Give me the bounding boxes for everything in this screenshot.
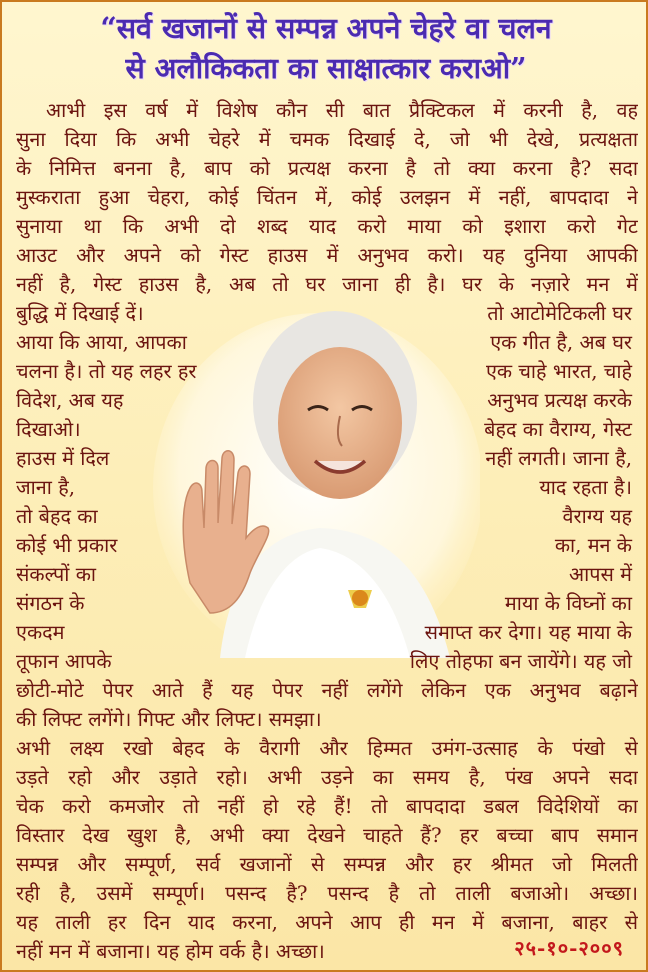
text-line-left: संकल्पों का	[16, 563, 97, 586]
text-line-left: तूफान आपके	[16, 650, 112, 673]
text-line: विस्तार देख खुश है, अभी क्या देखने चाहते हैं? हर बच्चा बाप समान	[16, 824, 638, 847]
text-line-left: आया कि आया, आपका	[16, 331, 187, 354]
text-line-left: विदेश, अब यह	[16, 389, 124, 412]
text-line-right: नहीं लगती। जाना है,	[485, 447, 632, 470]
text-line-right: अनुभव प्रत्यक्ष करके	[487, 389, 632, 412]
text-line: मुस्कराता हुआ चेहरा, कोई चिंतन में, कोई उलझन में नहीं, बापदादा ने	[16, 186, 638, 209]
text-line: रही है, उसमें सम्पूर्ण। पसन्द है? पसन्द है तो ताली बजाओ। अच्छा।	[16, 882, 638, 905]
text-line-last: नहीं मन में बजाना। यह होम वर्क है। अच्छा।	[16, 940, 325, 963]
text-line: आभी इस वर्ष में विशेष कौन सी बात प्रैक्टिकल में करनी है, वह	[46, 99, 638, 122]
text-line-left: संगठन के	[16, 592, 85, 615]
text-line-left: हाउस में दिल	[16, 447, 110, 470]
text-line: सुना दिया कि अभी चेहरे में चमक दिखाई दे, जो भी देखे, प्रत्यक्षता	[16, 128, 638, 151]
text-line-right: तो आटोमेटिकली घर	[487, 302, 632, 325]
text-line: नहीं है, गेस्ट हाउस है, अब तो घर जाना ही है। घर के नज़ारे मन में	[16, 273, 638, 296]
text-line: की लिफ्ट लगेंगे। गिफ्ट और लिफ्ट। समझा।	[16, 708, 322, 731]
text-line: सुनाया था कि अभी दो शब्द याद करो माया को इशारा करो गेट	[16, 215, 638, 238]
text-line: के निमित्त बनना है, बाप को प्रत्यक्ष करना है तो क्या करना है? सदा	[16, 157, 638, 180]
text-line: छोटी-मोटे पेपर आते हैं यह पेपर नहीं लगेंगे लेकिन एक अनुभव बढ़ाने	[16, 679, 638, 702]
text-line-right: एक गीत है, अब घर	[490, 331, 632, 354]
text-line-left: जाना है,	[16, 476, 75, 499]
text-line: आउट और अपने को गेस्ट हाउस में अनुभव करो। यह दुनिया आपकी	[16, 244, 638, 267]
text-line-left: दिखाओ।	[16, 418, 81, 441]
text-line: उड़ते रहो और उड़ाते रहो। अभी उड़ने का समय है, पंख अपने सदा	[16, 766, 638, 789]
text-line-right: समाप्त कर देगा। यह माया के	[424, 621, 632, 644]
date-stamp: २५-१०-२००९	[514, 936, 624, 960]
text-line-right: माया के विघ्नों का	[504, 592, 632, 615]
portrait-image	[150, 298, 480, 658]
text-line-left: तो बेहद का	[16, 505, 98, 528]
text-line-right: का, मन के	[554, 534, 632, 557]
title-line-1: “सर्व खजानों से सम्पन्न अपने चेहरे वा चलन	[100, 11, 552, 45]
text-line-right: वैराग्य यह	[562, 505, 632, 528]
text-line-left: बुद्धि में दिखाई दें।	[16, 302, 144, 325]
text-line: सम्पन्न और सम्पूर्ण, सर्व खजानों से सम्पन्न और हर श्रीमत जो मिलती	[16, 853, 638, 876]
text-line-left: कोई भी प्रकार	[16, 534, 118, 557]
text-line: अभी लक्ष्य रखो बेहद के वैरागी और हिम्मत उमंग-उत्साह के पंखो से	[16, 737, 638, 760]
text-line: चेक करो कमजोर तो नहीं हो रहे हैं! तो बापदादा डबल विदेशियों का	[16, 795, 638, 818]
text-line-left: चलना है। तो यह लहर हर	[16, 360, 197, 383]
text-line-right: लिए तोहफा बन जायेंगे। यह जो	[409, 650, 632, 673]
title-line-2: से अलौकिकता का साक्षात्कार कराओ”	[125, 51, 527, 85]
text-line: यह ताली हर दिन याद करना, अपने आप ही मन में बजाना, बाहर से	[16, 911, 638, 934]
text-line-right: आपस में	[569, 563, 632, 586]
text-line-right: एक चाहे भारत, चाहे	[485, 360, 632, 383]
text-line-right: याद रहता है।	[539, 476, 632, 499]
text-line-right: बेहद का वैराग्य, गेस्ट	[484, 418, 632, 441]
text-line-left: एकदम	[16, 621, 65, 644]
